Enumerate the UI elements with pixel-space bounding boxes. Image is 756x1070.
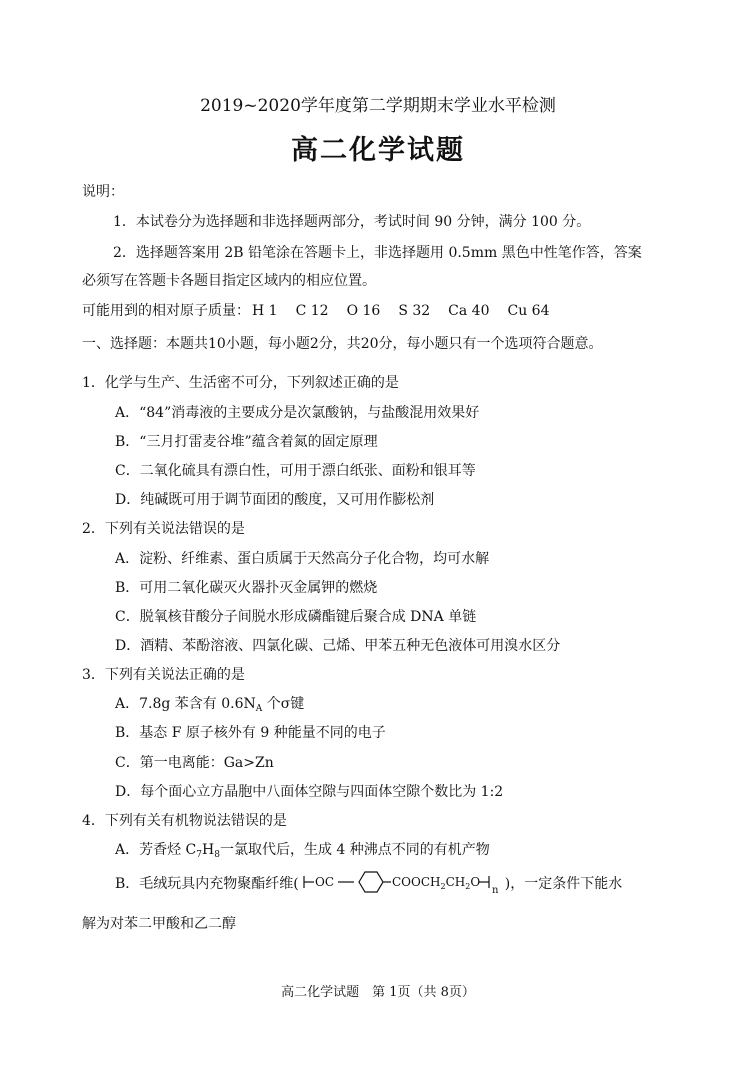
- polyester-structure-formula: [301, 866, 503, 896]
- formula-sub-2: 2: [465, 882, 471, 891]
- q3a-subscript: A: [255, 704, 263, 714]
- note-2-line-1: 2．选择题答案用 2B 铅笔涂在答题卡上，非选择题用 0.5mm 黑色中性笔作答，答案: [113, 245, 642, 261]
- question-4-stem: 4．下列有关有机物说法错误的是: [82, 813, 287, 829]
- q4a-subscript-h: 8: [214, 850, 220, 860]
- formula-ch: CH: [445, 875, 466, 889]
- notes-label: 说明：: [82, 184, 124, 200]
- formula-o: O: [470, 875, 480, 889]
- section-1-heading: 一、选择题：本题共10小题，每小题2分，共20分，每小题只有一个选项符合题意。: [82, 336, 603, 352]
- exam-header: 2019~2020学年度第二学期期末学业水平检测: [200, 96, 556, 116]
- benzene-ring-icon: [359, 872, 383, 892]
- exam-title: 高二化学试题: [291, 135, 465, 166]
- question-4-option-b: [115, 872, 622, 896]
- note-2-line-2: 必须写在答题卡各题目指定区域内的相应位置。: [82, 273, 376, 289]
- question-3-option-d: D．每个面心立方晶胞中八面体空隙与四面体空隙个数比为 1:2: [115, 784, 504, 800]
- question-3-stem: 3．下列有关说法正确的是: [82, 667, 245, 683]
- formula-ester-chain: [392, 875, 480, 891]
- question-2-option-b: B．可用二氧化碳灭火器扑灭金属钾的燃烧: [115, 580, 378, 596]
- note-1: 1．本试卷分为选择题和非选择题两部分，考试时间 90 分钟，满分 100 分。: [113, 214, 591, 230]
- q4b-text-pre: B．毛绒玩具内充物聚酯纤维(: [115, 876, 299, 892]
- question-2-stem: 2．下列有关说法错误的是: [82, 521, 245, 537]
- atomic-mass-ca: Ca 40: [448, 303, 490, 319]
- q4a-text-pre: A．芳香烃 C: [115, 842, 197, 858]
- q4b-text-post: )，一定条件下能水: [504, 876, 623, 892]
- question-1-option-c: C．二氧化硫具有漂白性，可用于漂白纸张、面粉和银耳等: [115, 463, 476, 479]
- q4a-text-h: H: [202, 842, 215, 858]
- formula-cooch: COOCH: [391, 875, 441, 889]
- question-2-option-c: C．脱氧核苷酸分子间脱水形成磷酯键后聚合成 DNA 单链: [115, 609, 477, 625]
- question-3-option-c: C．第一电离能：Ga>Zn: [115, 755, 274, 771]
- atomic-masses-label: 可能用到的相对原子质量：: [82, 303, 250, 319]
- question-3-option-a: [115, 694, 304, 719]
- q4a-text-post: 一氯取代后，生成 4 种沸点不同的有机产物: [219, 842, 490, 858]
- question-1-option-d: D．纯碱既可用于调节面团的酸度，又可用作膨松剂: [115, 492, 435, 508]
- question-4-option-b-line-2: 解为对苯二甲酸和乙二醇: [82, 916, 236, 932]
- formula-sub-1: 2: [440, 882, 446, 891]
- atomic-mass-c: C 12: [295, 303, 329, 319]
- q3a-text-post: 个σ键: [262, 696, 305, 712]
- question-2-option-a: A．淀粉、纤维素、蛋白质属于天然高分子化合物，均可水解: [115, 551, 490, 567]
- formula-n: n: [491, 885, 499, 896]
- question-1-option-b: B．“三月打雷麦谷堆”蕴含着氮的固定原理: [115, 434, 378, 450]
- question-1-option-a: A．“84”消毒液的主要成分是次氯酸钠，与盐酸混用效果好: [115, 405, 480, 421]
- atomic-mass-o: O 16: [346, 303, 381, 319]
- formula-oc: OC: [314, 875, 334, 889]
- q4a-subscript-c: 7: [196, 850, 203, 860]
- question-4-option-a: [115, 840, 490, 865]
- question-3-option-b: B．基态 F 原子核外有 9 种能量不同的电子: [115, 725, 386, 741]
- page-footer: 高二化学试题 第 1页（共 8页）: [281, 985, 475, 1000]
- atomic-mass-h: H 1: [252, 303, 278, 319]
- atomic-masses: [82, 301, 568, 321]
- q3a-text-pre: A．7.8g 苯含有 0.6N: [115, 696, 256, 712]
- question-2-option-d: D．酒精、苯酚溶液、四氯化碳、己烯、甲苯五种无色液体可用溴水区分: [115, 638, 561, 654]
- atomic-mass-s: S 32: [398, 303, 431, 319]
- question-1-stem: 1．化学与生产、生活密不可分，下列叙述正确的是: [82, 375, 399, 391]
- atomic-mass-cu: Cu 64: [507, 303, 550, 319]
